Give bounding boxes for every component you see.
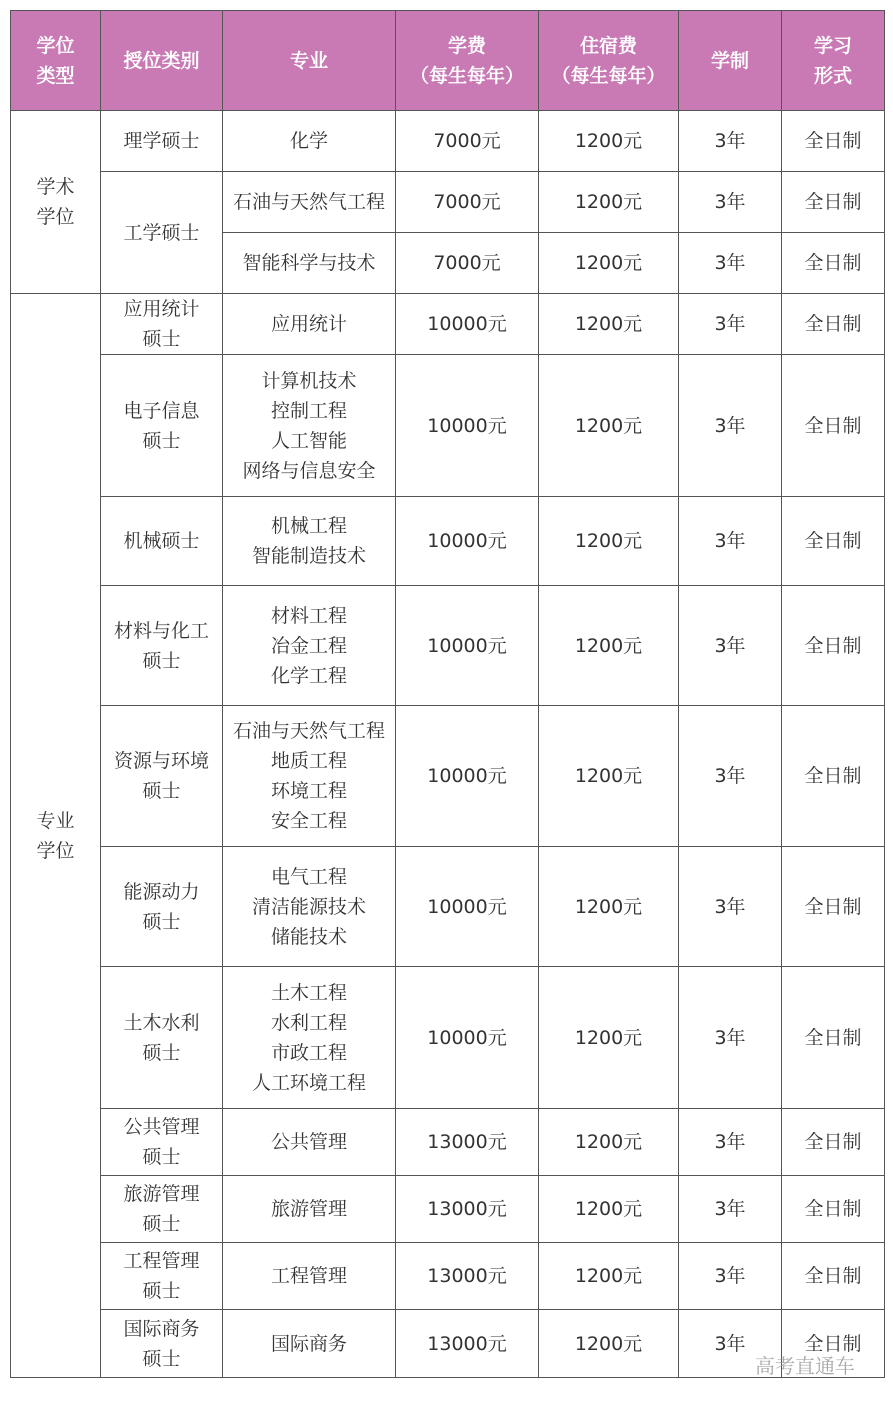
category-cell-line: 硕士 (142, 1347, 181, 1370)
tuition-cell: 7000元 (396, 172, 539, 233)
duration-cell: 3年 (679, 1176, 782, 1243)
category-cell (101, 172, 223, 294)
header-dorm-fee (539, 11, 679, 111)
major-cell-line: 石油与天然气工程 (232, 191, 385, 213)
major-cell-line: 地质工程 (270, 750, 347, 772)
tuition-cell: 13000元 (396, 1109, 539, 1176)
category-cell-line: 土木水利 (123, 1011, 200, 1034)
duration-cell: 3年 (679, 233, 782, 294)
major-cell-line: 石油与天然气工程 (232, 720, 385, 742)
duration-cell: 3年 (679, 1243, 782, 1310)
study-mode-cell: 全日制 (782, 172, 885, 233)
header-category-line: 授位类别 (123, 49, 200, 72)
tuition-cell: 13000元 (396, 1243, 539, 1310)
major-cell-line: 电气工程 (270, 865, 347, 888)
header-study-mode-line: 学习 (813, 34, 852, 57)
category-cell (101, 355, 223, 497)
study-mode-cell: 全日制 (782, 967, 885, 1109)
category-cell-line: 公共管理 (123, 1116, 200, 1138)
dorm-fee-cell: 1200元 (539, 1176, 679, 1243)
study-mode-cell: 全日制 (782, 294, 885, 355)
major-cell-line: 智能制造技术 (251, 545, 366, 567)
category-cell (101, 967, 223, 1109)
degree-type-cell-line: 学位 (36, 206, 75, 228)
table-row (11, 1176, 885, 1243)
study-mode-cell: 全日制 (782, 1176, 885, 1243)
header-degree-type-line: 类型 (36, 64, 75, 87)
major-cell-line: 环境工程 (270, 780, 347, 802)
duration-cell: 3年 (679, 586, 782, 706)
study-mode-cell: 全日制 (782, 355, 885, 497)
degree-type-cell-line: 学位 (36, 839, 75, 862)
major-cell-line: 网络与信息安全 (242, 459, 376, 482)
major-cell (223, 111, 396, 172)
category-cell (101, 294, 223, 355)
tuition-cell: 10000元 (396, 497, 539, 586)
category-cell-line: 硕士 (142, 649, 181, 672)
major-cell-line: 计算机技术 (261, 369, 357, 392)
degree-type-cell (11, 294, 101, 1378)
header-study-mode (782, 11, 885, 111)
major-cell (223, 172, 396, 233)
major-cell-line: 土木工程 (270, 981, 347, 1004)
category-cell-line: 国际商务 (123, 1317, 200, 1340)
major-cell-line: 冶金工程 (270, 634, 347, 657)
duration-cell: 3年 (679, 847, 782, 967)
header-tuition-line: 学费 (447, 34, 486, 57)
study-mode-cell: 全日制 (782, 847, 885, 967)
header-category (101, 11, 223, 111)
table-row (11, 1243, 885, 1310)
major-cell (223, 967, 396, 1109)
category-cell-line: 硕士 (142, 1146, 181, 1168)
study-mode-cell: 全日制 (782, 1109, 885, 1176)
category-cell (101, 1176, 223, 1243)
header-study-mode-line: 形式 (813, 64, 852, 87)
dorm-fee-cell: 1200元 (539, 233, 679, 294)
major-cell-line: 清洁能源技术 (251, 895, 366, 918)
category-cell (101, 847, 223, 967)
category-cell-line: 硕士 (142, 780, 181, 802)
header-duration-line: 学制 (710, 49, 749, 72)
category-cell-line: 理学硕士 (123, 130, 200, 152)
major-cell-line: 材料工程 (270, 604, 347, 627)
major-cell (223, 497, 396, 586)
watermark-text: 高考直通车 (755, 1354, 855, 1378)
category-cell (101, 1109, 223, 1176)
major-cell-line: 智能科学与技术 (242, 252, 376, 274)
category-cell-line: 硕士 (142, 1041, 181, 1064)
tuition-cell: 7000元 (396, 111, 539, 172)
major-cell-line: 人工环境工程 (251, 1071, 366, 1094)
tuition-cell: 10000元 (396, 967, 539, 1109)
duration-cell: 3年 (679, 1310, 782, 1378)
dorm-fee-cell: 1200元 (539, 355, 679, 497)
major-cell-line: 市政工程 (270, 1041, 347, 1064)
duration-cell: 3年 (679, 111, 782, 172)
major-cell (223, 1243, 396, 1310)
category-cell-line: 应用统计 (123, 298, 200, 320)
major-cell (223, 355, 396, 497)
major-cell-line: 安全工程 (270, 810, 347, 832)
tuition-cell: 10000元 (396, 847, 539, 967)
category-cell-line: 材料与化工 (113, 619, 209, 642)
major-cell (223, 847, 396, 967)
major-cell-line: 控制工程 (270, 399, 347, 422)
category-cell (101, 706, 223, 847)
dorm-fee-cell: 1200元 (539, 1109, 679, 1176)
category-cell (101, 586, 223, 706)
tuition-cell: 7000元 (396, 233, 539, 294)
major-cell-line: 应用统计 (270, 313, 347, 335)
tuition-cell: 13000元 (396, 1310, 539, 1378)
degree-type-cell-line: 专业 (36, 809, 75, 832)
duration-cell: 3年 (679, 967, 782, 1109)
table-row (11, 355, 885, 497)
header-duration (679, 11, 782, 111)
duration-cell: 3年 (679, 294, 782, 355)
major-cell-line: 化学工程 (270, 664, 347, 687)
dorm-fee-cell: 1200元 (539, 172, 679, 233)
header-tuition (396, 11, 539, 111)
duration-cell: 3年 (679, 497, 782, 586)
major-cell-line: 工程管理 (270, 1265, 347, 1287)
category-cell-line: 硕士 (142, 910, 181, 933)
degree-type-cell (11, 111, 101, 294)
tuition-cell: 10000元 (396, 294, 539, 355)
table-row (11, 706, 885, 847)
major-cell-line: 水利工程 (270, 1011, 347, 1034)
major-cell (223, 586, 396, 706)
major-cell-line: 人工智能 (270, 429, 347, 452)
category-cell-line: 电子信息 (123, 399, 200, 422)
header-dorm-fee-line: （每生每年） (551, 64, 666, 87)
table-header-row (11, 11, 885, 111)
major-cell (223, 706, 396, 847)
study-mode-cell: 全日制 (782, 706, 885, 847)
study-mode-cell: 全日制 (782, 1310, 885, 1378)
table-row (11, 967, 885, 1109)
dorm-fee-cell: 1200元 (539, 1243, 679, 1310)
category-cell-line: 硕士 (142, 429, 181, 452)
header-degree-type (11, 11, 101, 111)
major-cell-line: 化学 (289, 130, 328, 152)
tuition-cell: 13000元 (396, 1176, 539, 1243)
tuition-cell: 10000元 (396, 586, 539, 706)
dorm-fee-cell: 1200元 (539, 586, 679, 706)
dorm-fee-cell: 1200元 (539, 111, 679, 172)
category-cell-line: 工程管理 (123, 1250, 200, 1272)
degree-type-cell-line: 学术 (36, 176, 75, 198)
table-row (11, 1109, 885, 1176)
category-cell (101, 1310, 223, 1378)
category-cell-line: 硕士 (142, 1280, 181, 1302)
major-cell (223, 294, 396, 355)
table-row (11, 172, 885, 233)
dorm-fee-cell: 1200元 (539, 967, 679, 1109)
major-cell (223, 233, 396, 294)
study-mode-cell: 全日制 (782, 586, 885, 706)
dorm-fee-cell: 1200元 (539, 847, 679, 967)
dorm-fee-cell: 1200元 (539, 497, 679, 586)
tuition-cell: 10000元 (396, 355, 539, 497)
category-cell-line: 旅游管理 (123, 1183, 200, 1205)
study-mode-cell: 全日制 (782, 233, 885, 294)
major-cell-line: 储能技术 (270, 925, 347, 948)
category-cell-line: 硕士 (142, 1213, 181, 1235)
major-cell-line: 旅游管理 (270, 1198, 347, 1220)
major-cell (223, 1109, 396, 1176)
table-row (11, 497, 885, 586)
table-body (11, 111, 885, 1378)
study-mode-cell: 全日制 (782, 111, 885, 172)
duration-cell: 3年 (679, 355, 782, 497)
tuition-cell: 10000元 (396, 706, 539, 847)
dorm-fee-cell: 1200元 (539, 1310, 679, 1378)
category-cell-line: 机械硕士 (123, 530, 200, 552)
category-cell-line: 能源动力 (123, 880, 200, 903)
header-degree-type-line: 学位 (36, 34, 75, 57)
table-row (11, 1310, 885, 1378)
header-dorm-fee-line: 住宿费 (579, 34, 637, 57)
category-cell-line: 资源与环境 (113, 750, 209, 772)
major-cell-line: 公共管理 (270, 1131, 347, 1153)
category-cell-line: 硕士 (142, 328, 181, 350)
major-cell (223, 1310, 396, 1378)
table-row (11, 294, 885, 355)
category-cell (101, 1243, 223, 1310)
duration-cell: 3年 (679, 172, 782, 233)
dorm-fee-cell: 1200元 (539, 294, 679, 355)
table-row (11, 847, 885, 967)
duration-cell: 3年 (679, 1109, 782, 1176)
major-cell (223, 1176, 396, 1243)
header-major (223, 11, 396, 111)
major-cell-line: 机械工程 (270, 515, 347, 537)
category-cell (101, 497, 223, 586)
study-mode-cell: 全日制 (782, 497, 885, 586)
header-major-line: 专业 (289, 49, 328, 72)
header-tuition-line: （每生每年） (409, 64, 524, 87)
category-cell (101, 111, 223, 172)
dorm-fee-cell: 1200元 (539, 706, 679, 847)
duration-cell: 3年 (679, 706, 782, 847)
major-cell-line: 国际商务 (270, 1332, 347, 1355)
table-row (11, 111, 885, 172)
study-mode-cell: 全日制 (782, 1243, 885, 1310)
category-cell-line: 工学硕士 (123, 221, 200, 244)
fee-table (10, 10, 885, 1378)
table-row (11, 586, 885, 706)
